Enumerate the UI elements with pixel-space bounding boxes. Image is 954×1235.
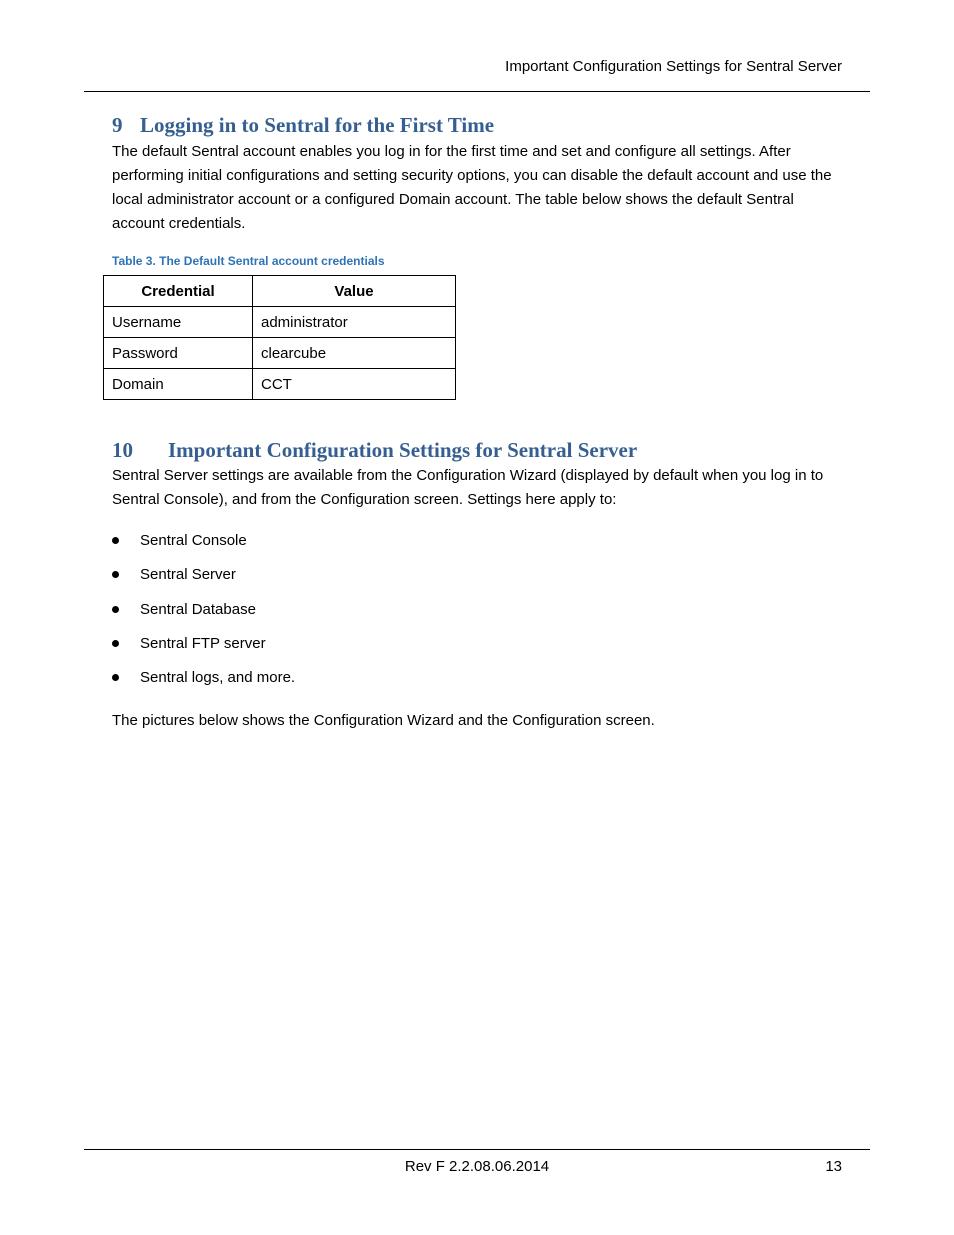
- closing-paragraph: The pictures below shows the Configuration Wizard and the Configuration screen.: [112, 712, 655, 729]
- column-header-value: Value: [253, 276, 456, 307]
- list-item: [112, 598, 295, 632]
- list-item-text: Sentral Server: [140, 566, 236, 584]
- section-9-number: 9: [112, 113, 123, 137]
- list-item-text: Sentral FTP server: [140, 634, 266, 652]
- table-row: [104, 307, 456, 338]
- table-caption: Table 3. The Default Sentral account credentials: [112, 254, 385, 268]
- settings-bullet-list: [112, 529, 295, 700]
- table-cell: Username: [104, 307, 253, 338]
- footer-divider: [84, 1149, 870, 1150]
- table-cell: clearcube: [253, 338, 456, 369]
- section-10-heading: [112, 437, 637, 463]
- list-item-text: Sentral logs, and more.: [140, 669, 296, 687]
- running-header: Important Configuration Settings for Sentral Server: [505, 58, 842, 75]
- table-header-row: [104, 276, 456, 307]
- section-10-title: Important Configuration Settings for Sentral Server: [168, 438, 638, 462]
- table-cell: administrator: [253, 307, 456, 338]
- list-item-text: Sentral Database: [140, 600, 256, 618]
- table-row: [104, 338, 456, 369]
- bullet-icon: [112, 640, 119, 647]
- bullet-icon: [112, 571, 119, 578]
- list-item: [112, 529, 295, 563]
- page-number: 13: [825, 1158, 842, 1175]
- list-item: [112, 632, 295, 666]
- section-9-paragraph: The default Sentral account enables you log in for the first time and set and configure all settings. After performing initial configurations and setting security options, you can disable the default account and use the local administrator account or a configured Domain account. The table below shows the default Sentral account credentials.: [112, 143, 832, 232]
- list-item-text: Sentral Console: [140, 532, 247, 549]
- table-cell: CCT: [253, 369, 456, 400]
- list-item: [112, 563, 295, 597]
- column-header-credential: Credential: [104, 276, 253, 307]
- section-10-paragraph: Sentral Server settings are available from the Configuration Wizard (displayed by default when you log in to Sentral Console), and from the Configuration screen. Settings here apply to:: [112, 467, 824, 508]
- list-item: [112, 666, 295, 700]
- table-cell: Domain: [104, 369, 253, 400]
- bullet-icon: [112, 537, 119, 544]
- table-row: [104, 369, 456, 400]
- table-cell: Password: [104, 338, 253, 369]
- footer-revision: Rev F 2.2.08.06.2014: [404, 1158, 550, 1175]
- credentials-table: [103, 275, 456, 400]
- section-9-title: Logging in to Sentral for the First Time: [140, 113, 495, 137]
- bullet-icon: [112, 674, 119, 681]
- section-9-heading: [112, 112, 494, 138]
- bullet-icon: [112, 606, 119, 613]
- section-10-number: 10: [112, 438, 133, 462]
- header-divider: [84, 91, 870, 92]
